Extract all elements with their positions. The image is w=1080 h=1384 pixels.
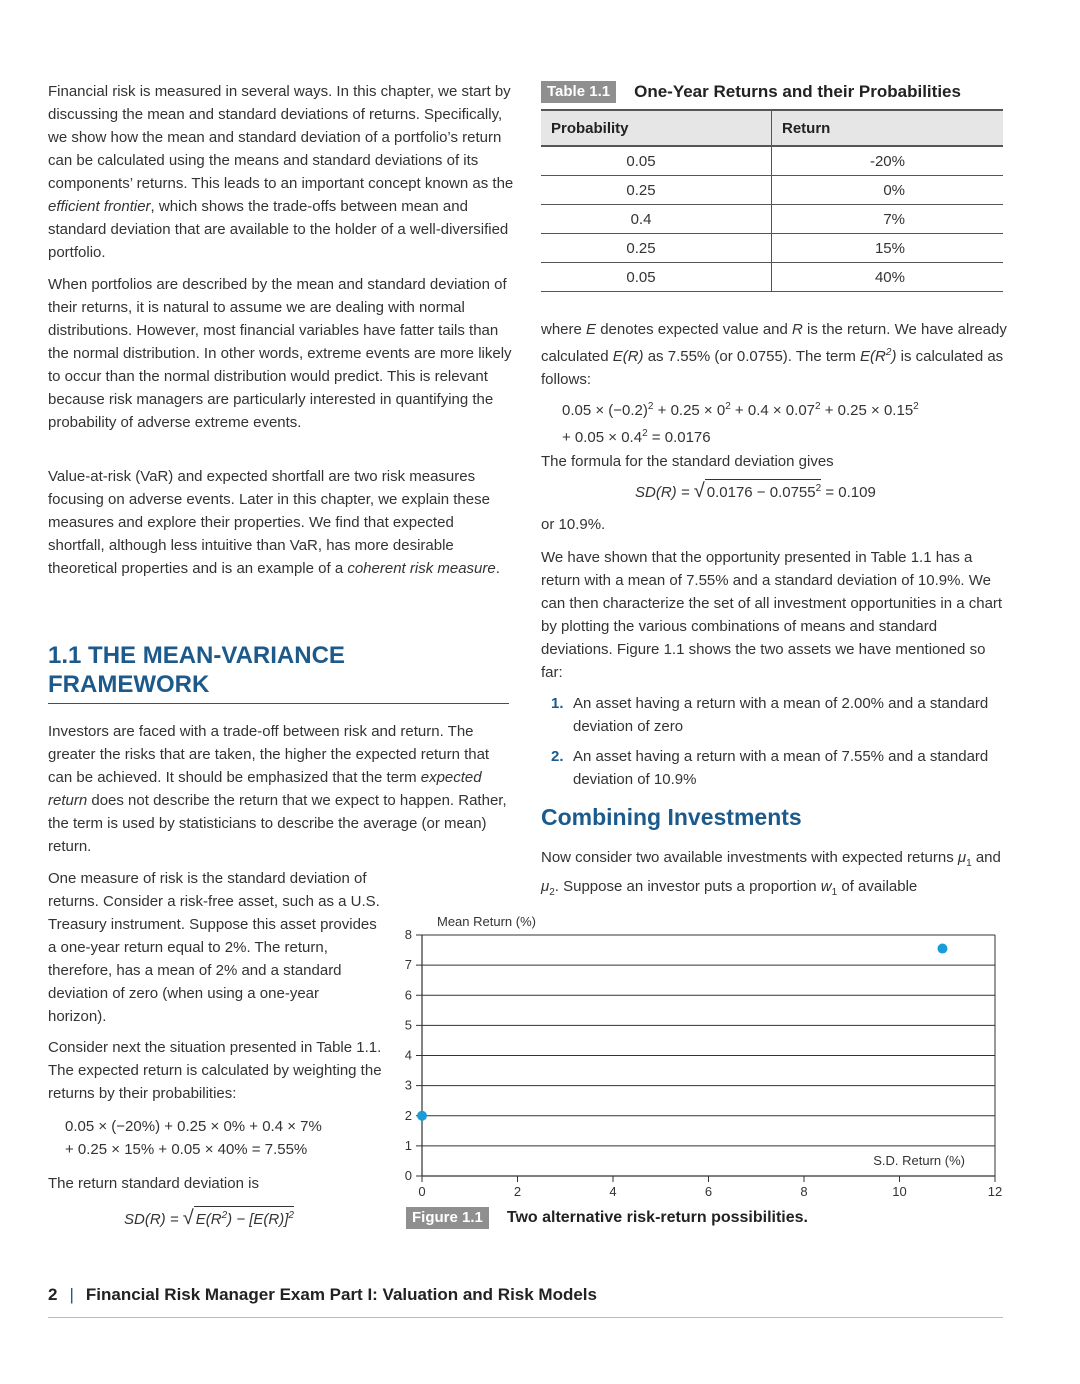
risk-free-paragraph: One measure of risk is the standard deviation of returns. Consider a risk-free asset, such as a U.S. Treasury instrument. Suppose this asset provides a one-year return equal to 2%. The return, therefore, has a mean of 2% and a standard deviation of zero (when using a one-year horizon).	[48, 870, 380, 1025]
table-row	[541, 205, 1003, 234]
expected-return-paragraph: Consider next the situation presented in Table 1.1. The expected return is calculated by weighting the returns by their probabilities:	[48, 1039, 382, 1102]
list-number: 2.	[551, 748, 564, 765]
sd-result-equation: SD(R) = √ $0.0176 - 0.0755^2 = 0.109$	[635, 480, 876, 502]
page-footer	[48, 1285, 597, 1305]
list-number: 1.	[551, 695, 564, 712]
sd-intro-text: The return standard deviation is	[48, 1175, 259, 1192]
equation-line: $0.05 \times (-0.2)^2 + 0.25 \times 0^2 + 0.4 \times 0.07^2 + 0.25 \times 0.15^2$	[562, 401, 919, 419]
table-cell: 40%	[772, 263, 1004, 292]
footer-rule	[48, 1317, 1003, 1318]
var-paragraph: Value-at-risk (VaR) and expected shortfall are two risk measures focusing on adverse events. Later in this chapter, we explain these measures and explore their properties. We find that expected shortfall, although less intuitive than VaR, has more desirable theoretical properties and is an example of a coherent risk measure.	[48, 468, 500, 577]
page-number: 2	[48, 1285, 58, 1304]
data-point	[417, 1111, 427, 1121]
figure-caption	[406, 1207, 808, 1229]
table-cell: 7%	[772, 205, 1004, 234]
table-cell: 0.25	[541, 176, 772, 205]
equation-line: + $0.05 \times 0.4^2 = 0.0176$	[562, 428, 711, 446]
y-axis-label: Mean Return (%)	[437, 914, 536, 929]
y-tick-label: 2	[404, 1107, 412, 1123]
y-tick-label: 7	[404, 957, 412, 973]
y-tick-label: 4	[404, 1047, 412, 1063]
table-title	[541, 80, 961, 104]
y-tick-label: 8	[404, 927, 412, 942]
y-tick-label: 0	[404, 1168, 412, 1183]
intro-paragraph: Financial risk is measured in several ways. In this chapter, we start by discussing the mean and standard deviations of returns. Specifically, we show how the mean and standard deviation of a portfolio’s return can be calculated using the means and standard deviations of its components’ returns. This leads to an important concept known as the efficient frontier, which shows the trade-offs between mean and standard deviation that are available to the holder of a well-diversified portfolio.	[48, 83, 514, 261]
x-tick-label: 10	[892, 1184, 907, 1199]
sd-formula: SD(R) = √ $E(R^2) - [E(R)]^2$	[124, 1207, 294, 1229]
figure-label: Figure 1.1	[406, 1207, 489, 1229]
footer-separator: |	[69, 1285, 74, 1304]
data-point	[937, 944, 947, 954]
normal-distribution-paragraph: When portfolios are described by the mean and standard deviation of their returns, it is natural to assume we are dealing with normal distributions. However, most financial variables have fatter tails than the normal distribution. In other words, extreme events are more likely to occur than the normal distribution would predict. This is relevant because risk managers are particularly interested in quantifying the probability of adverse extreme events.	[48, 276, 512, 431]
table-cell: 15%	[772, 234, 1004, 263]
x-tick-label: 0	[418, 1184, 426, 1199]
x-tick-label: 4	[609, 1184, 617, 1199]
expected-return-equation	[65, 1115, 322, 1161]
x-tick-label: 12	[987, 1184, 1003, 1199]
x-tick-label: 2	[513, 1184, 522, 1199]
table-row	[541, 146, 1003, 176]
column-header-return: Return	[772, 110, 1004, 146]
sd-formula-intro: The formula for the standard deviation gives	[541, 453, 834, 470]
x-tick-label: 6	[704, 1184, 713, 1199]
table-cell: -20%	[772, 146, 1004, 176]
second-moment-equation	[562, 395, 919, 449]
opportunity-paragraph: We have shown that the opportunity presented in Table 1.1 has a return with a mean of 7.55% and a standard deviation of 10.9%. We can then characterize the set of all investment opportunities in a chart by plotting the various combinations of means and standard deviations. Figure 1.1 shows the two assets we have mentioned so far:	[541, 549, 1003, 681]
sd-result-text: or 10.9%.	[541, 516, 606, 533]
table-row	[541, 176, 1003, 205]
asset-list-item	[551, 692, 991, 738]
column-header-probability: Probability	[541, 110, 772, 146]
combining-paragraph: Now consider two available investments with expected returns $\mu_1$ and $\mu_2$. Suppose an investor puts a proportion $w_1$ of available	[541, 849, 1001, 898]
y-tick-label: 3	[404, 1077, 412, 1093]
y-tick-label: 5	[404, 1017, 412, 1033]
expected-value-paragraph: where E denotes expected value and R is the return. We have already calculated E(R) as 7.55% (or 0.0755). The term $E(R^2)$ is calculated as follows:	[541, 321, 1007, 388]
table-caption: One-Year Returns and their Probabilities	[634, 82, 961, 101]
table-cell: 0.05	[541, 146, 772, 176]
table-cell: 0%	[772, 176, 1004, 205]
returns-table	[541, 109, 1003, 292]
table-cell: 0.05	[541, 263, 772, 292]
list-text: An asset having a return with a mean of 2.00% and a standard deviation of zero	[573, 695, 989, 735]
figure-caption-text: Two alternative risk-return possibilities.	[506, 1209, 808, 1226]
section-heading: 1.1 THE MEAN-VARIANCE FRAMEWORK	[48, 642, 345, 698]
x-axis-label: S.D. Return (%)	[873, 1153, 965, 1168]
y-tick-label: 1	[404, 1137, 412, 1153]
y-tick-label: 6	[404, 987, 412, 1003]
subsection-heading: Combining Investments	[541, 804, 802, 830]
table-row	[541, 234, 1003, 263]
table-cell: 0.4	[541, 205, 772, 234]
x-tick-label: 8	[800, 1184, 808, 1199]
table-cell: 0.25	[541, 234, 772, 263]
section-heading-rule	[48, 703, 509, 704]
tradeoff-paragraph: Investors are faced with a trade-off between risk and return. The greater the risks that are taken, the higher the expected return that can be achieved. It should be emphasized that the term expected return does not describe the return that we expect to happen. Rather, the term is used by statisticians to describe the average (or mean) return.	[48, 723, 507, 855]
table-label: Table 1.1	[541, 81, 616, 103]
table-row	[541, 263, 1003, 292]
equation-line: 0.05 × (−20%) + 0.25 × 0% + 0.4 × 7%	[65, 1118, 322, 1135]
list-text: An asset having a return with a mean of 7.55% and a standard deviation of 10.9%	[573, 748, 989, 788]
equation-line: + 0.25 × 15% + 0.05 × 40% = 7.55%	[65, 1141, 308, 1158]
footer-title: Financial Risk Manager Exam Part I: Valuation and Risk Models	[85, 1285, 597, 1304]
asset-list-item	[551, 745, 991, 791]
